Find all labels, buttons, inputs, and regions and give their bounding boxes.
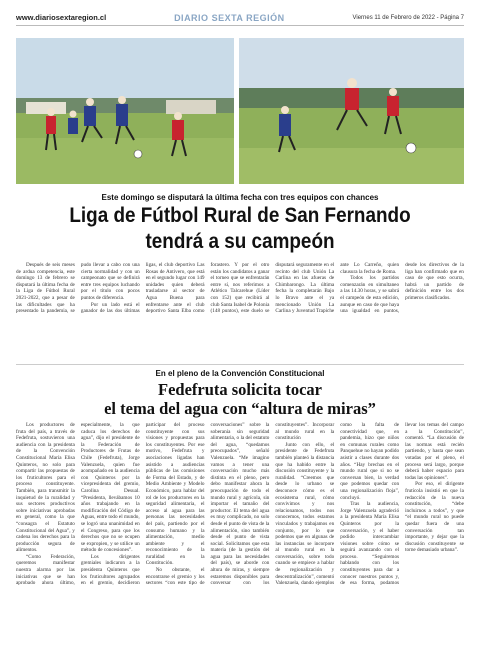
article2-paragraph: Los dirigentes gremiales indicaron a la presidenta Quinteros que los fruticultores agrupados en el gremio, decidieron participar del proceso constituyente con sus visiones y propuestas para los constituyentes. Por ese motivo, Fedefruta y asociaciones ligadas han asistido a audiencias públicas de las comisiones de Forma del Estado, y de Medio Ambiente y Modelo Económico, para hablar del rol de los productores en la seguridad alimentaria, el acceso al agua para las personas las necesidades del país, partiendo por el consumo humano y la alimentación, medio ambiente y el reconocimiento de la ruralidad en la Constitución.	[80, 422, 205, 587]
article2-paragraph: Por eso, el dirigente frutícola insistió en que la redacción de la nueva constitución, “debe incluirnos a todos”, y que “el mundo rural no puede quedar fuera de una conversación tan importante, y dejar que la discusión constituyente se torne demasiado urbana”.	[405, 481, 464, 554]
article2-kicker: En el pleno de la Convención Constitucional	[155, 369, 325, 378]
article1-headline-line2: tendrá a su campeón	[145, 230, 335, 253]
article2-headline-line2: el tema del agua con “altura de miras”	[104, 399, 376, 418]
section-divider	[16, 364, 464, 365]
article1-headline-line1: Liga de Fútbol Rural de San Fernando	[69, 204, 411, 227]
page-header	[16, 10, 464, 26]
article2-paragraph: Tras la audiencia, Jorge Valenzuela agradeció a la presidenta María Elisa Quinteros por la conversación, y el haber podido intercambiar visiones sobre cómo se seguirá avanzando con el proceso. “Seguiremos hablando con los constituyentes para dar a conocer nuestros puntos y, de esa forma, podamos llevar los temas del campo a la Constitución”, comentó. “La discusión de las normas está recién partiendo, y hasta que sean votadas por el pleno, el proceso será largo, porque deberá haber espacio para todas las opiniones”.	[340, 422, 464, 587]
article2-paragraph: Junto con ello, el presidente de Fedefruta también planteó la distancia que ha habido entre la discusión constituyente y la ruralidad. “Creemos que desde lo urbano se desconoce cómo es el ecosistema rural, cómo convivimos y nos relacionamos, todos nos conocemos, todos estamos vinculados y trabajamos en conjunto, por lo que podemos que en algunas de las instancias se incorpore al mundo rural en la conversación, sobre todo cuando se empiece a hablar de regionalización y descentralización”, comentó Valenzuela, dando ejemplos como la falta de conectividad que, en pandemia, hizo que niños en comunas rurales como Panquehue no hayan podido asistir a clases durante dos años. “Hay brechas en el mundo rural que si no se conversan bien, la verdad que podemos quedar con una regionalización floja”, concluyó.	[275, 422, 400, 587]
article2-paragraph: Los productores de fruta del país, a través de Fedefruta, sostuvieron una audiencia con la presidenta de la Convención Constitucional María Elisa Quinteros, no solo para compartir las propuestas de los fruticultores para el proceso constituyente. También, para transmitir la inquietud de la ruralidad y sus sectores productivos sobre iniciativas aprobadas en general, como la que “consagra el Estatuto Constitucional del Agua”, y cadena los derechos para la producción segura de alimentos.	[16, 422, 75, 554]
article1-paragraph: Todos los partidos comenzarán en simultaneo a las 14.30 horas, y se sabrá el campeón de esta edición, aunque en caso de que haya una igualdad en puntos, desde los directivos de la liga han confirmado que en caso de que esto ocurra, habrá un partido de definición entre los dos primeros clasificados.	[340, 262, 464, 315]
article2-body	[16, 422, 464, 666]
site-url[interactable]: www.diariosextaregion.cl	[16, 13, 107, 22]
article1-paragraph: Por un lado está el ganador de las dos últimas ligas, el club deportivo Las Rosas de Antivero, que está en el segundo lugar con 149 unidades quien deberá trasladarse al sector de Agua Buena para enfrentarse ante el club deportivo Santa Elba como forastero. Y por el otro están los candidatos a ganar el torneo que se enfrentarán entre sí, nos referimos a Atlético Talcarehue (Líder con 152) que recibirá al club Santa Isabel de Polonia (148 puntos), este duelo se disputará seguramente en el recinto del club Unión La Carlina en las afueras de Chimbarongo. La última fecha la completarán Bajo lo Bravo ante el ya mencionado Unión La Carlina y Juventud Trapiche ante Lo Carreño, quien clausura la fecha de Roma.	[80, 262, 400, 315]
article2-headline-line1: Fedefruta solicita tocar	[157, 380, 323, 399]
article2-paragraph: “Como Federación, queremos manifestar nuestra alarma por las iniciativas que se han aprobado ahora último, especialmente, la que caduca los derechos de agua”, dijo el presidente de la Federación de Productores de Frutas de Chile (Fedefruta), Jorge Valenzuela, quien fue acompañado en la audiencia con Quinteros por la vicepresidenta del gremio, Carolina Desual. “Presidenta, llevábamos 10 años trabajando en la modificación del Código de Aguas, entre todo el mundo, se logró una unanimidad en el Congreso, para que los derechos que no se ocupen se expropien, y se utilice un método de concesiones”.	[16, 422, 140, 587]
article1-body	[16, 262, 464, 360]
article1-kicker: Este domingo se disputará la última fecha con tres equipos con chances	[101, 193, 379, 202]
date-page: Viernes 11 de Febrero de 2022 - Página 7	[352, 14, 464, 21]
article1-paragraph: Después de seis meses de ardua competencia, este domingo 13 de febrero se disputará la última fecha de la Liga de Fútbol Rural 2021-2022, que a pesar de las dificultades que ha presentado la pandemia, se pudo llevar a cabo con una cierta normalidad y con un campeonato que se definirá entre tres equipos luchando por el título con pocos puntos de diferencia.	[16, 262, 140, 315]
photo-soccer-players-right	[239, 38, 464, 184]
photo-soccer-players-left	[16, 38, 234, 184]
article2-paragraph: No obstante, el encontrarse el gremio y los sectores “con este tipo de conversaciones” sobre la soberanía sin seguridad alimentaria, o la del estatuto del agua, “quedamos preocupados”, señaló Valenzuela. “Me imagino vamos a tener una conversación mucho más distinta en el pleno, pero debo manifestar ahora la preocupación de todo el mundo rural y agrícola, sin importar el tamaño del productor. El tema del agua es muy complicado, no solo desde el punto de vista de la alimentación, sino también desde el punto de vista social. Solicitamos que esta materia (de la gestión del agua para las necesidades del país), se aborde con altura de miras, y siempre estaremos disponibles para conversar con los constituyentes”. Incorporar al mundo rural en la constitución	[145, 422, 335, 587]
article1-headline	[38, 203, 441, 255]
masthead-title: DIARIO SEXTA REGIÓN	[174, 12, 285, 23]
article2-headline	[16, 380, 464, 418]
